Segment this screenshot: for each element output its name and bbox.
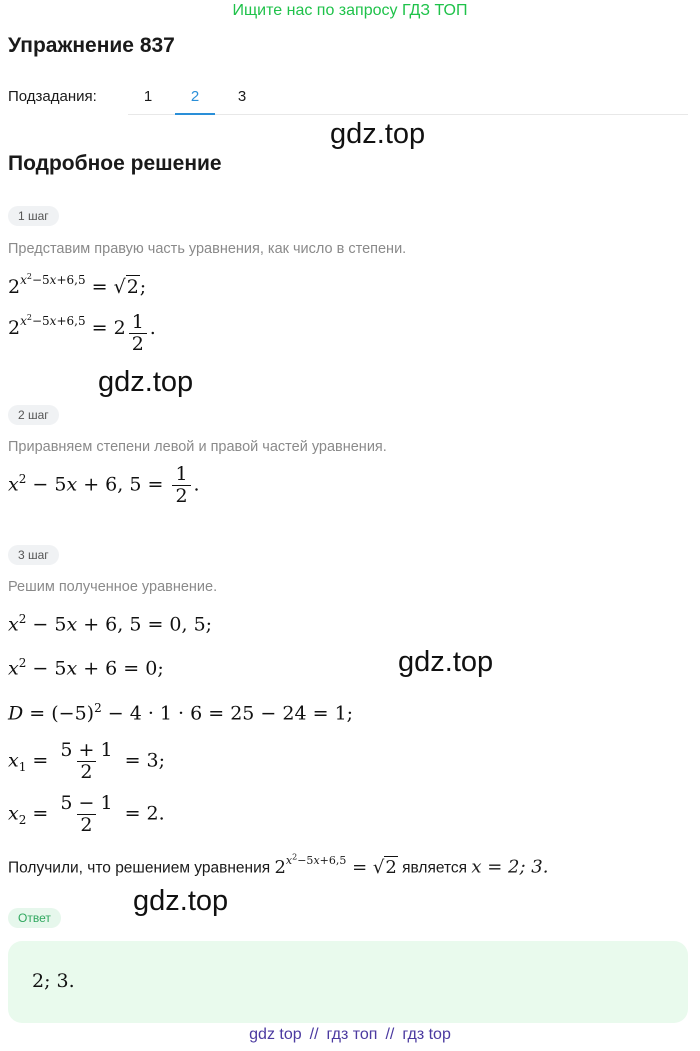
conclusion-answer: x = 2; 3. — [471, 856, 549, 878]
equation-3: $x^2 - 5x + 6$, 5 = $\frac{1}{2}$ . — [8, 463, 200, 507]
step-2-badge — [8, 405, 59, 425]
watermark: gdz.top — [398, 646, 494, 678]
equation-2: $2^{x^2-5x+6,5} = 2$ $\frac{1}{2}$ . — [8, 311, 156, 355]
step-badge: 1 шаг — [8, 206, 59, 226]
equation-1: $2^{x^2-5x+6,5} = √2$; — [8, 272, 147, 298]
footer-links: gdz top // гдз топ // гдз top — [249, 1026, 451, 1043]
step-3-badge — [8, 545, 59, 565]
step-1-text: Представим правую часть уравнения, как число в степени. — [8, 241, 407, 257]
equation-root-1: $x_1$ = $\frac{5 + 1}{2}$ = 3; — [8, 739, 166, 783]
promo-banner[interactable]: Ищите нас по запросу ГДЗ ТОП — [232, 2, 468, 19]
equation-4: $x^2 - 5x + 6$, 5 = 0, 5; — [8, 612, 213, 636]
watermark: gdz.top — [330, 118, 426, 150]
answer-badge — [8, 908, 61, 928]
step-2-text: Приравняем степени левой и правой частей уравнения. — [8, 439, 387, 455]
answer-label: Ответ — [8, 908, 61, 928]
equation-discriminant: $D = (-5)^2 - 4 \cdot 1 \cdot 6 = 25 - 24 = 1$; — [8, 701, 354, 725]
answer-box — [8, 941, 688, 1023]
conclusion-middle: является — [402, 859, 468, 877]
conclusion: Получили, что решением уравнения $2^{x^2-5x+6,5} = √2$ является x = 2; 3. — [8, 852, 549, 878]
conclusion-prefix: Получили, что решением уравнения — [8, 859, 271, 877]
step-badge: 2 шаг — [8, 405, 59, 425]
step-1-badge — [8, 206, 59, 226]
active-tab-indicator — [175, 113, 215, 115]
equation-5: $x^2 - 5x + 6 = 0$; — [8, 656, 164, 680]
footer-link-3[interactable]: гдз top — [402, 1026, 451, 1043]
footer-link-1[interactable]: gdz top — [249, 1026, 302, 1043]
footer-link-2[interactable]: гдз топ — [326, 1026, 378, 1043]
tab-subtask-3[interactable]: 3 — [237, 88, 247, 105]
watermark: gdz.top — [133, 885, 229, 917]
tab-subtask-1[interactable]: 1 — [143, 88, 153, 105]
answer-text: 2; 3. — [32, 970, 75, 992]
equation-root-2: $x_2$ = $\frac{5 - 1}{2}$ = 2. — [8, 792, 165, 836]
step-3-text: Решим полученное уравнение. — [8, 579, 218, 595]
subtasks-label: Подзадания: — [8, 88, 97, 105]
page-title: Упражнение 837 — [8, 34, 175, 57]
section-title: Подробное решение — [8, 152, 222, 175]
tab-subtask-2[interactable]: 2 — [190, 88, 200, 105]
watermark: gdz.top — [98, 366, 194, 398]
step-badge: 3 шаг — [8, 545, 59, 565]
